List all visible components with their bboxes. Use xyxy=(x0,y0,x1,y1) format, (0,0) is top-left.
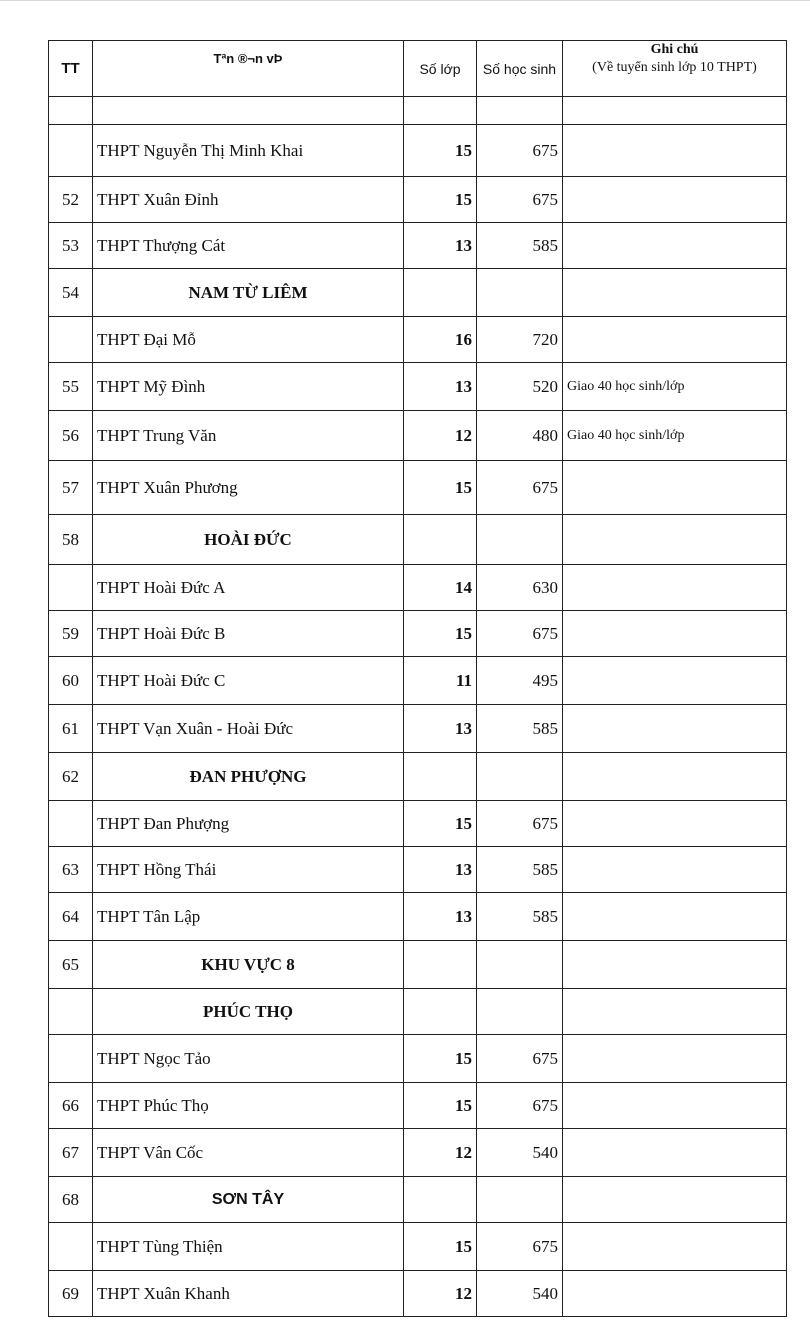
row-number: 58 xyxy=(49,515,93,565)
table-row xyxy=(49,461,787,515)
school-name: THPT Tân Lập xyxy=(93,893,404,941)
note xyxy=(563,97,787,125)
class-count xyxy=(404,753,477,801)
note xyxy=(563,611,787,657)
group-name: HOÀI ĐỨC xyxy=(93,515,404,565)
group-row xyxy=(49,989,787,1035)
group-name: SƠN TÂY xyxy=(93,1177,404,1223)
note xyxy=(563,657,787,705)
school-name xyxy=(93,97,404,125)
class-count: 13 xyxy=(404,847,477,893)
table-row xyxy=(49,1271,787,1317)
school-name: THPT Xuân Phương xyxy=(93,461,404,515)
class-count: 12 xyxy=(404,411,477,461)
school-name: THPT Vạn Xuân - Hoài Đức xyxy=(93,705,404,753)
row-number: 63 xyxy=(49,847,93,893)
class-count: 12 xyxy=(404,1271,477,1317)
group-row xyxy=(49,941,787,989)
student-count xyxy=(477,941,563,989)
note xyxy=(563,269,787,317)
class-count: 15 xyxy=(404,801,477,847)
note xyxy=(563,1035,787,1083)
note xyxy=(563,847,787,893)
school-name: THPT Đại Mỗ xyxy=(93,317,404,363)
class-count: 13 xyxy=(404,223,477,269)
student-count: 675 xyxy=(477,1035,563,1083)
row-number: 60 xyxy=(49,657,93,705)
note xyxy=(563,125,787,177)
class-count xyxy=(404,989,477,1035)
note xyxy=(563,1083,787,1129)
student-count: 630 xyxy=(477,565,563,611)
school-enrollment-table xyxy=(48,40,787,1317)
class-count: 14 xyxy=(404,565,477,611)
row-number xyxy=(49,125,93,177)
row-number: 54 xyxy=(49,269,93,317)
row-number xyxy=(49,1035,93,1083)
school-name: THPT Vân Cốc xyxy=(93,1129,404,1177)
student-count: 585 xyxy=(477,893,563,941)
table-row xyxy=(49,657,787,705)
class-count: 15 xyxy=(404,1035,477,1083)
note: Giao 40 học sinh/lớp xyxy=(563,363,787,411)
note xyxy=(563,753,787,801)
student-count: 720 xyxy=(477,317,563,363)
header-so-hoc-sinh: Số học sinh xyxy=(477,41,563,97)
group-row xyxy=(49,269,787,317)
student-count: 585 xyxy=(477,223,563,269)
group-name: NAM TỪ LIÊM xyxy=(93,269,404,317)
row-number: 68 xyxy=(49,1177,93,1223)
class-count: 15 xyxy=(404,1223,477,1271)
student-count: 540 xyxy=(477,1271,563,1317)
class-count: 15 xyxy=(404,461,477,515)
class-count xyxy=(404,1177,477,1223)
row-number: 62 xyxy=(49,753,93,801)
note xyxy=(563,1271,787,1317)
class-count: 13 xyxy=(404,705,477,753)
note xyxy=(563,515,787,565)
student-count xyxy=(477,515,563,565)
table-row xyxy=(49,801,787,847)
note xyxy=(563,893,787,941)
table-row xyxy=(49,1129,787,1177)
school-name: THPT Đan Phượng xyxy=(93,801,404,847)
page-top-border xyxy=(0,0,810,1)
group-row xyxy=(49,1177,787,1223)
note xyxy=(563,705,787,753)
table-row xyxy=(49,565,787,611)
row-number: 66 xyxy=(49,1083,93,1129)
header-tt: TT xyxy=(49,41,93,97)
table-row xyxy=(49,1223,787,1271)
note xyxy=(563,989,787,1035)
school-name: THPT Hồng Thái xyxy=(93,847,404,893)
class-count: 15 xyxy=(404,1083,477,1129)
school-name: THPT Hoài Đức A xyxy=(93,565,404,611)
school-name: THPT Tùng Thiện xyxy=(93,1223,404,1271)
table-body xyxy=(49,97,787,1317)
row-number xyxy=(49,1223,93,1271)
note xyxy=(563,565,787,611)
class-count: 15 xyxy=(404,125,477,177)
student-count xyxy=(477,97,563,125)
student-count: 585 xyxy=(477,705,563,753)
class-count xyxy=(404,97,477,125)
school-name: THPT Trung Văn xyxy=(93,411,404,461)
row-number: 59 xyxy=(49,611,93,657)
school-name: THPT Thượng Cát xyxy=(93,223,404,269)
note xyxy=(563,941,787,989)
table-row xyxy=(49,317,787,363)
school-name: THPT Ngọc Tảo xyxy=(93,1035,404,1083)
group-name: ĐAN PHƯỢNG xyxy=(93,753,404,801)
row-number: 56 xyxy=(49,411,93,461)
row-number: 53 xyxy=(49,223,93,269)
student-count: 520 xyxy=(477,363,563,411)
class-count: 13 xyxy=(404,363,477,411)
class-count: 13 xyxy=(404,893,477,941)
class-count: 15 xyxy=(404,611,477,657)
header-name: Tªn ®¬n vÞ xyxy=(93,41,404,97)
student-count xyxy=(477,269,563,317)
student-count: 585 xyxy=(477,847,563,893)
row-number xyxy=(49,565,93,611)
note xyxy=(563,461,787,515)
student-count: 480 xyxy=(477,411,563,461)
student-count: 675 xyxy=(477,1083,563,1129)
student-count: 675 xyxy=(477,611,563,657)
table-row xyxy=(49,97,787,125)
row-number: 52 xyxy=(49,177,93,223)
note xyxy=(563,801,787,847)
student-count: 675 xyxy=(477,801,563,847)
row-number: 55 xyxy=(49,363,93,411)
table-header-row xyxy=(49,41,787,97)
student-count: 675 xyxy=(477,177,563,223)
row-number: 64 xyxy=(49,893,93,941)
school-name: THPT Hoài Đức C xyxy=(93,657,404,705)
row-number xyxy=(49,989,93,1035)
table-row xyxy=(49,611,787,657)
class-count: 11 xyxy=(404,657,477,705)
student-count: 675 xyxy=(477,1223,563,1271)
table-row xyxy=(49,177,787,223)
row-number xyxy=(49,97,93,125)
header-ghi-chu-sub: (Về tuyển sinh lớp 10 THPT) xyxy=(592,60,757,75)
table-row xyxy=(49,223,787,269)
student-count: 495 xyxy=(477,657,563,705)
row-number: 69 xyxy=(49,1271,93,1317)
row-number: 57 xyxy=(49,461,93,515)
group-row xyxy=(49,753,787,801)
table-row xyxy=(49,847,787,893)
table-row xyxy=(49,411,787,461)
row-number: 61 xyxy=(49,705,93,753)
row-number xyxy=(49,801,93,847)
row-number: 65 xyxy=(49,941,93,989)
note xyxy=(563,1177,787,1223)
group-name: PHÚC THỌ xyxy=(93,989,404,1035)
student-count: 675 xyxy=(477,461,563,515)
note: Giao 40 học sinh/lớp xyxy=(563,411,787,461)
school-name: THPT Xuân Khanh xyxy=(93,1271,404,1317)
student-count xyxy=(477,989,563,1035)
table-row xyxy=(49,705,787,753)
table-row xyxy=(49,1083,787,1129)
row-number xyxy=(49,317,93,363)
class-count xyxy=(404,269,477,317)
header-ghi-chu xyxy=(563,41,787,97)
group-name: KHU VỰC 8 xyxy=(93,941,404,989)
class-count xyxy=(404,941,477,989)
school-name: THPT Phúc Thọ xyxy=(93,1083,404,1129)
header-ghi-chu-title: Ghi chú xyxy=(650,42,699,57)
school-name: THPT Hoài Đức B xyxy=(93,611,404,657)
class-count xyxy=(404,515,477,565)
table-row xyxy=(49,363,787,411)
note xyxy=(563,177,787,223)
school-name: THPT Mỹ Đình xyxy=(93,363,404,411)
student-count: 540 xyxy=(477,1129,563,1177)
student-count xyxy=(477,1177,563,1223)
note xyxy=(563,317,787,363)
group-row xyxy=(49,515,787,565)
note xyxy=(563,223,787,269)
table-row xyxy=(49,893,787,941)
row-number: 67 xyxy=(49,1129,93,1177)
student-count: 675 xyxy=(477,125,563,177)
class-count: 15 xyxy=(404,177,477,223)
note xyxy=(563,1129,787,1177)
school-name: THPT Nguyễn Thị Minh Khai xyxy=(93,125,404,177)
school-name: THPT Xuân Đỉnh xyxy=(93,177,404,223)
student-count xyxy=(477,753,563,801)
table-row xyxy=(49,1035,787,1083)
table-row xyxy=(49,125,787,177)
header-so-lop: Số lớp xyxy=(404,41,477,97)
class-count: 16 xyxy=(404,317,477,363)
class-count: 12 xyxy=(404,1129,477,1177)
note xyxy=(563,1223,787,1271)
